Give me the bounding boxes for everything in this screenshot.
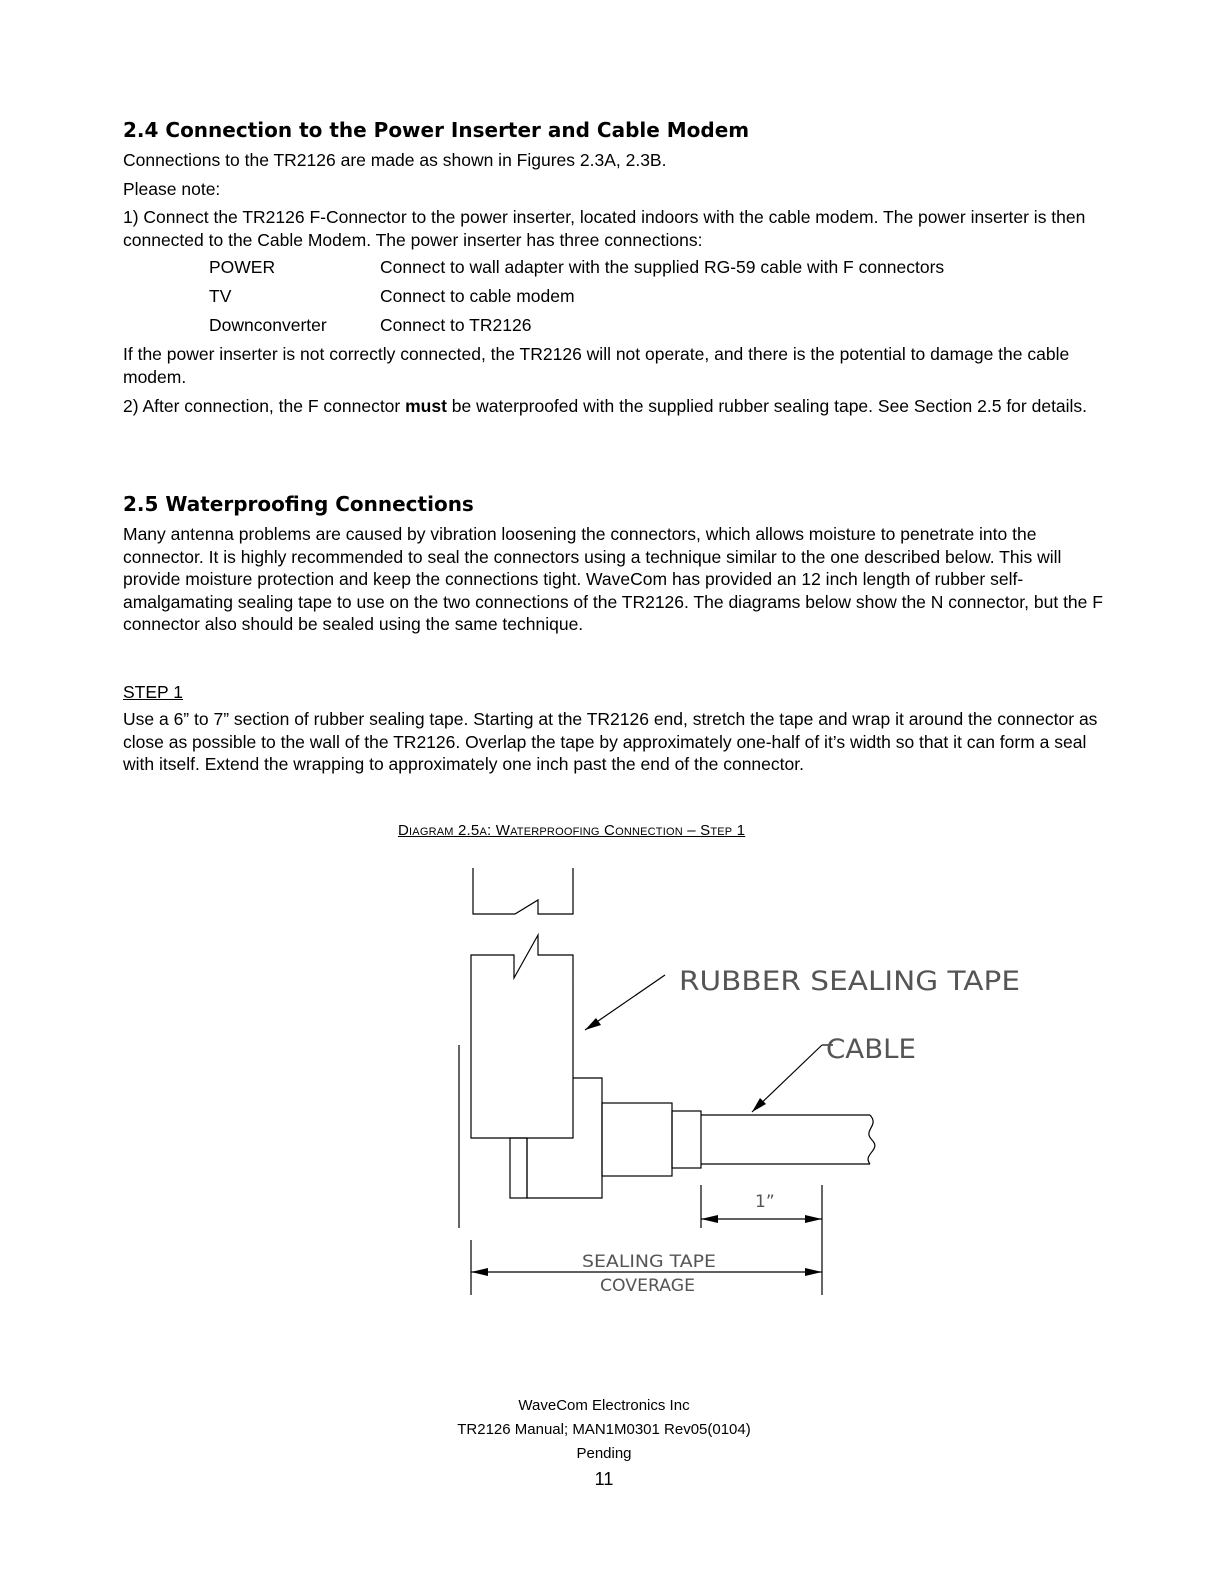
section-2-5-body: Many antenna problems are caused by vibration loosening the connectors, which allows moisture to penetrate into the connector. It is highly recommended to seal the connectors using a technique similar to the one described below. This will provide moisture protection and keep the connections tight. WaveCom has provided an 12 inch length of rubber self-amalgamating sealing tape to use on the two connections of the TR2126. The diagrams below show the N connector, but the F connector also should be sealed using the same technique.: [123, 524, 1103, 634]
label-rubber-sealing-tape: RUBBER SEALING TAPE: [679, 966, 1020, 997]
diagram-connector-nut: [672, 1111, 701, 1168]
connection-term-tv: TV: [209, 286, 232, 306]
diagram-caption: Diagram 2.5a: Waterproofing Connection – Step 1: [398, 822, 746, 839]
please-note-label: Please note:: [123, 179, 221, 199]
connection-desc-tv: Connect to cable modem: [380, 286, 575, 306]
step-1-text: Use a 6” to 7” section of rubber sealing tape. Starting at the TR2126 end, stretch the tape and wrap it around the connector as close as possible to the wall of the TR2126. Overlap the tape by approximately one-half of it’s width so that it can form a seal with itself. Extend the wrapping to approximately one inch past the end of the connector.: [123, 709, 1098, 774]
label-coverage: COVERAGE: [600, 1276, 695, 1296]
label-one-inch: 1”: [755, 1192, 775, 1212]
diagram-block-a: [510, 1138, 527, 1198]
connection-desc-power: Connect to wall adapter with the supplied RG-59 cable with F connectors: [380, 257, 945, 277]
footer-company: WaveCom Electronics Inc: [518, 1397, 690, 1414]
connection-desc-downconverter: Connect to TR2126: [380, 315, 532, 335]
item-2-end: be waterproofed with the supplied rubber sealing tape. See Section 2.5 for details.: [446, 396, 1088, 416]
diagram-connector-body: [602, 1103, 672, 1176]
footer-status: Pending: [576, 1445, 632, 1462]
step-1-label: STEP 1: [123, 682, 183, 702]
diagram-cable-end: [868, 1115, 875, 1164]
label-cable: CABLE: [826, 1034, 916, 1065]
label-sealing-tape: SEALING TAPE: [582, 1252, 716, 1272]
footer-manual: TR2126 Manual; MAN1M0301 Rev05(0104): [457, 1421, 751, 1438]
section-2-4-heading: 2.4 Connection to the Power Inserter and Cable Modem: [123, 118, 750, 142]
page-number: 11: [594, 1469, 614, 1489]
instruction-item-1: 1) Connect the TR2126 F-Connector to the power inserter, located indoors with the cable modem. The power inserter is then connected to the Cable Modem. The power inserter has three connections:: [123, 207, 1086, 250]
connection-term-power: POWER: [209, 257, 276, 277]
diagram-top-break: [473, 868, 573, 914]
connection-warning: If the power inserter is not correctly connected, the TR2126 will not operate, and there is the potential to damage the cable modem.: [123, 344, 1070, 387]
diagram-housing: [471, 935, 573, 1138]
item-2-start: 2) After connection, the F connector: [123, 396, 406, 416]
connection-term-downconverter: Downconverter: [209, 315, 327, 335]
section-2-5-heading: 2.5 Waterproofing Connections: [123, 492, 474, 516]
section-2-4-intro: Connections to the TR2126 are made as shown in Figures 2.3A, 2.3B.: [123, 150, 667, 170]
item-2-emphasis: must: [405, 396, 447, 416]
